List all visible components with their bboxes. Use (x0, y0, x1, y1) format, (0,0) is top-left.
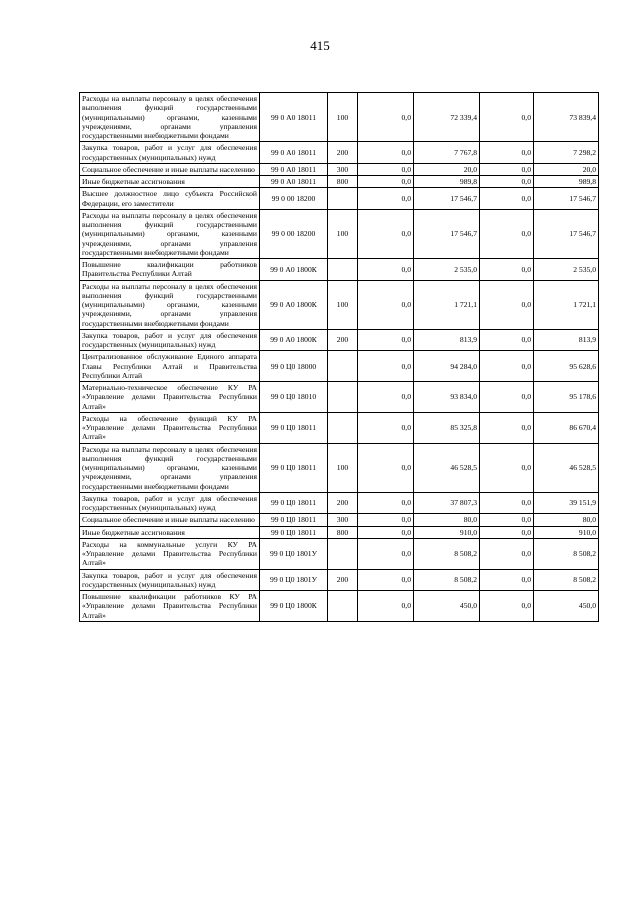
amount-cell: 95 628,6 (534, 351, 599, 382)
amount-cell: 0,0 (480, 526, 534, 538)
expense-type-cell: 300 (328, 514, 358, 526)
amount-cell: 910,0 (534, 526, 599, 538)
amount-cell: 72 339,4 (414, 93, 480, 142)
budget-table (79, 92, 599, 622)
target-code-cell: 99 0 А0 18011 (260, 176, 328, 188)
amount-cell: 989,8 (534, 176, 599, 188)
amount-cell: 0,0 (358, 142, 414, 164)
target-code-cell: 99 0 Ц0 18011 (260, 514, 328, 526)
target-code-cell: 99 0 Ц0 18011 (260, 526, 328, 538)
expense-type-cell: 200 (328, 492, 358, 514)
amount-cell: 20,0 (414, 163, 480, 175)
amount-cell: 1 721,1 (534, 280, 599, 329)
amount-cell: 8 508,2 (534, 538, 599, 569)
amount-cell: 17 546,7 (534, 209, 599, 258)
amount-cell: 2 535,0 (534, 259, 599, 281)
amount-cell: 989,8 (414, 176, 480, 188)
expense-name-cell: Закупка товаров, работ и услуг для обеспечения государственных (муниципальных) нужд (80, 492, 260, 514)
amount-cell: 0,0 (480, 93, 534, 142)
amount-cell: 0,0 (480, 382, 534, 413)
amount-cell: 0,0 (358, 209, 414, 258)
table-row (80, 280, 599, 329)
expense-name-cell: Расходы на выплаты персоналу в целях обеспечения выполнения функций государственными (муниципальными) органами, казенными учреждениями, органами управления государственными внебюджетными фондами (80, 280, 260, 329)
amount-cell: 94 284,0 (414, 351, 480, 382)
target-code-cell: 99 0 Ц0 18000 (260, 351, 328, 382)
table-row (80, 329, 599, 351)
expense-type-cell: 200 (328, 569, 358, 591)
expense-name-cell: Расходы на выплаты персоналу в целях обеспечения выполнения функций государственными (муниципальными) органами, казенными учреждениями, органами управления государственными внебюджетными фондами (80, 209, 260, 258)
expense-type-cell (328, 382, 358, 413)
amount-cell: 0,0 (358, 351, 414, 382)
table-row (80, 412, 599, 443)
amount-cell: 0,0 (358, 591, 414, 622)
amount-cell: 17 546,7 (534, 188, 599, 210)
amount-cell: 0,0 (480, 492, 534, 514)
expense-name-cell: Расходы на коммунальные услуги КУ РА «Управление делами Правительства Республики Алтай» (80, 538, 260, 569)
target-code-cell: 99 0 Ц0 18011 (260, 412, 328, 443)
amount-cell: 0,0 (358, 280, 414, 329)
amount-cell: 0,0 (358, 93, 414, 142)
amount-cell: 2 535,0 (414, 259, 480, 281)
table-row (80, 163, 599, 175)
expense-type-cell (328, 538, 358, 569)
amount-cell: 0,0 (358, 412, 414, 443)
expense-type-cell: 200 (328, 329, 358, 351)
amount-cell: 17 546,7 (414, 188, 480, 210)
amount-cell: 0,0 (480, 514, 534, 526)
target-code-cell: 99 0 00 18200 (260, 209, 328, 258)
amount-cell: 20,0 (534, 163, 599, 175)
expense-name-cell: Социальное обеспечение и иные выплаты населению (80, 163, 260, 175)
expense-name-cell: Централизованное обслуживание Единого аппарата Главы Республики Алтай и Правительства Республики Алтай (80, 351, 260, 382)
amount-cell: 0,0 (358, 526, 414, 538)
expense-type-cell: 100 (328, 93, 358, 142)
amount-cell: 0,0 (358, 569, 414, 591)
expense-name-cell: Расходы на обеспечение функций КУ РА «Управление делами Правительства Республики Алтай» (80, 412, 260, 443)
amount-cell: 450,0 (534, 591, 599, 622)
target-code-cell: 99 0 А0 1800К (260, 329, 328, 351)
amount-cell: 0,0 (480, 412, 534, 443)
table-row (80, 382, 599, 413)
target-code-cell: 99 0 А0 18011 (260, 163, 328, 175)
table-row (80, 492, 599, 514)
amount-cell: 450,0 (414, 591, 480, 622)
expense-type-cell (328, 351, 358, 382)
table-row (80, 443, 599, 492)
expense-type-cell (328, 591, 358, 622)
amount-cell: 80,0 (414, 514, 480, 526)
amount-cell: 7 298,2 (534, 142, 599, 164)
amount-cell: 86 670,4 (534, 412, 599, 443)
table-row (80, 514, 599, 526)
table-row (80, 176, 599, 188)
amount-cell: 0,0 (480, 569, 534, 591)
amount-cell: 80,0 (534, 514, 599, 526)
target-code-cell: 99 0 А0 18011 (260, 142, 328, 164)
amount-cell: 0,0 (480, 591, 534, 622)
amount-cell: 0,0 (480, 259, 534, 281)
expense-name-cell: Повышение квалификации работников Правительства Республики Алтай (80, 259, 260, 281)
expense-type-cell: 300 (328, 163, 358, 175)
amount-cell: 813,9 (414, 329, 480, 351)
table-row (80, 209, 599, 258)
amount-cell: 93 834,0 (414, 382, 480, 413)
amount-cell: 7 767,8 (414, 142, 480, 164)
amount-cell: 0,0 (358, 382, 414, 413)
expense-type-cell: 800 (328, 526, 358, 538)
expense-name-cell: Материально-техническое обеспечение КУ РА «Управление делами Правительства Республики Алтай» (80, 382, 260, 413)
amount-cell: 0,0 (480, 188, 534, 210)
amount-cell: 85 325,8 (414, 412, 480, 443)
expense-type-cell: 100 (328, 280, 358, 329)
amount-cell: 0,0 (358, 176, 414, 188)
expense-type-cell: 100 (328, 443, 358, 492)
target-code-cell: 99 0 А0 1800К (260, 280, 328, 329)
expense-type-cell: 800 (328, 176, 358, 188)
table-row (80, 591, 599, 622)
expense-type-cell: 200 (328, 142, 358, 164)
expense-type-cell (328, 259, 358, 281)
target-code-cell: 99 0 Ц0 18010 (260, 382, 328, 413)
amount-cell: 0,0 (358, 329, 414, 351)
target-code-cell: 99 0 Ц0 18011 (260, 443, 328, 492)
amount-cell: 37 807,3 (414, 492, 480, 514)
amount-cell: 910,0 (414, 526, 480, 538)
expense-name-cell: Расходы на выплаты персоналу в целях обеспечения выполнения функций государственными (муниципальными) органами, казенными учреждениями, органами управления государственными внебюджетными фондами (80, 93, 260, 142)
amount-cell: 0,0 (358, 259, 414, 281)
target-code-cell: 99 0 Ц0 1800К (260, 591, 328, 622)
expense-name-cell: Высшее должностное лицо субъекта Российской Федерации, его заместители (80, 188, 260, 210)
target-code-cell: 99 0 Ц0 18011 (260, 492, 328, 514)
amount-cell: 0,0 (480, 176, 534, 188)
expense-name-cell: Закупка товаров, работ и услуг для обеспечения государственных (муниципальных) нужд (80, 142, 260, 164)
amount-cell: 95 178,6 (534, 382, 599, 413)
expense-name-cell: Повышение квалификации работников КУ РА «Управление делами Правительства Республики Алтай» (80, 591, 260, 622)
table-row (80, 569, 599, 591)
table-row (80, 259, 599, 281)
expense-name-cell: Расходы на выплаты персоналу в целях обеспечения выполнения функций государственными (муниципальными) органами, казенными учреждениями, органами управления государственными внебюджетными фондами (80, 443, 260, 492)
expense-name-cell: Иные бюджетные ассигнования (80, 176, 260, 188)
amount-cell: 0,0 (480, 443, 534, 492)
expense-name-cell: Закупка товаров, работ и услуг для обеспечения государственных (муниципальных) нужд (80, 569, 260, 591)
table-body (80, 93, 599, 622)
table-row (80, 538, 599, 569)
page-number: 415 (310, 38, 330, 53)
amount-cell: 0,0 (358, 163, 414, 175)
amount-cell: 0,0 (358, 492, 414, 514)
amount-cell: 0,0 (358, 443, 414, 492)
target-code-cell: 99 0 А0 1800К (260, 259, 328, 281)
target-code-cell: 99 0 Ц0 1801У (260, 569, 328, 591)
amount-cell: 46 528,5 (414, 443, 480, 492)
target-code-cell: 99 0 00 18200 (260, 188, 328, 210)
amount-cell: 0,0 (358, 538, 414, 569)
expense-type-cell (328, 412, 358, 443)
amount-cell: 0,0 (480, 209, 534, 258)
amount-cell: 813,9 (534, 329, 599, 351)
amount-cell: 73 839,4 (534, 93, 599, 142)
amount-cell: 0,0 (480, 280, 534, 329)
amount-cell: 0,0 (358, 188, 414, 210)
amount-cell: 0,0 (480, 538, 534, 569)
amount-cell: 8 508,2 (414, 538, 480, 569)
expense-name-cell: Закупка товаров, работ и услуг для обеспечения государственных (муниципальных) нужд (80, 329, 260, 351)
target-code-cell: 99 0 Ц0 1801У (260, 538, 328, 569)
amount-cell: 46 528,5 (534, 443, 599, 492)
amount-cell: 0,0 (480, 329, 534, 351)
table-row (80, 93, 599, 142)
amount-cell: 39 151,9 (534, 492, 599, 514)
target-code-cell: 99 0 А0 18011 (260, 93, 328, 142)
amount-cell: 17 546,7 (414, 209, 480, 258)
expense-name-cell: Иные бюджетные ассигнования (80, 526, 260, 538)
expense-name-cell: Социальное обеспечение и иные выплаты населению (80, 514, 260, 526)
expense-type-cell: 100 (328, 209, 358, 258)
amount-cell: 8 508,2 (414, 569, 480, 591)
table-row (80, 526, 599, 538)
table-row (80, 351, 599, 382)
amount-cell: 0,0 (480, 351, 534, 382)
amount-cell: 8 508,2 (534, 569, 599, 591)
table-row (80, 188, 599, 210)
amount-cell: 1 721,1 (414, 280, 480, 329)
expense-type-cell (328, 188, 358, 210)
amount-cell: 0,0 (358, 514, 414, 526)
table-row (80, 142, 599, 164)
amount-cell: 0,0 (480, 142, 534, 164)
amount-cell: 0,0 (480, 163, 534, 175)
